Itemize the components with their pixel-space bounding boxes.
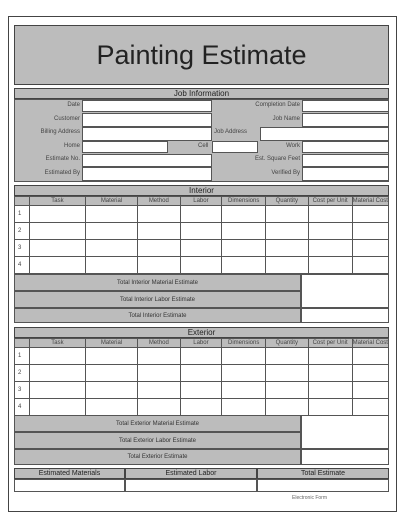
material-cell[interactable]: [85, 399, 137, 416]
cost-per-unit-column-header: Cost per Unit: [308, 339, 352, 348]
cost-per-unit-cell[interactable]: [308, 206, 352, 223]
square-feet-field[interactable]: [302, 154, 389, 167]
exterior-table: [14, 338, 389, 416]
exterior-totals-field[interactable]: [301, 415, 389, 449]
exterior-total-label: Total Exterior Estimate: [14, 449, 301, 465]
table-row: [15, 382, 389, 399]
customer-label: Customer: [53, 116, 80, 122]
dimensions-cell[interactable]: [222, 382, 266, 399]
interior-total-label: Total Interior Estimate: [14, 308, 301, 323]
page-title: Painting Estimate: [14, 25, 389, 85]
job-info-header: Job Information: [14, 88, 389, 99]
square-feet-label: Est. Square Feet: [254, 156, 300, 162]
cell-phone-label: Cell: [198, 143, 209, 149]
labor-column-header: Labor: [180, 339, 222, 348]
completion-date-label: Completion Date: [255, 102, 300, 108]
interior-header: Interior: [14, 185, 389, 196]
quantity-cell[interactable]: [265, 382, 308, 399]
verified-by-label: Verified By: [271, 170, 300, 176]
date-label: Date: [67, 102, 80, 108]
labor-cell[interactable]: [180, 348, 222, 365]
labor-cell[interactable]: [180, 365, 222, 382]
exterior-total-field[interactable]: [301, 449, 389, 465]
task-column-header: Task: [30, 197, 86, 206]
material-cell[interactable]: [85, 365, 137, 382]
dimensions-cell[interactable]: [222, 399, 266, 416]
estimated-by-field[interactable]: [82, 167, 212, 181]
method-cell[interactable]: [138, 223, 180, 240]
table-row: [15, 223, 389, 240]
cell-phone-field[interactable]: [212, 141, 258, 153]
material-cost-cell[interactable]: [352, 223, 388, 240]
row-number: 3: [15, 382, 30, 399]
cost-per-unit-cell[interactable]: [308, 382, 352, 399]
estimated-materials-field[interactable]: [14, 479, 125, 492]
dimensions-cell[interactable]: [222, 206, 266, 223]
billing-address-label: Billing Address: [40, 129, 80, 135]
task-cell[interactable]: [30, 348, 86, 365]
interior-material-total-label: Total Interior Material Estimate: [14, 274, 301, 291]
labor-cell[interactable]: [180, 206, 222, 223]
dimensions-column-header: Dimensions: [222, 197, 266, 206]
cost-per-unit-cell[interactable]: [308, 365, 352, 382]
material-cell[interactable]: [85, 348, 137, 365]
job-address-label: Job Address: [214, 129, 248, 135]
method-cell[interactable]: [138, 206, 180, 223]
job-name-field[interactable]: [302, 113, 389, 127]
row-number: 3: [15, 240, 30, 257]
customer-field[interactable]: [82, 113, 212, 127]
method-cell[interactable]: [138, 399, 180, 416]
estimate-no-field[interactable]: [82, 154, 212, 167]
date-field[interactable]: [82, 100, 212, 112]
dimensions-cell[interactable]: [222, 348, 266, 365]
cost-per-unit-cell[interactable]: [308, 223, 352, 240]
row-number: 2: [15, 365, 30, 382]
row-number: 1: [15, 206, 30, 223]
material-cost-cell[interactable]: [352, 206, 388, 223]
quantity-cell[interactable]: [265, 240, 308, 257]
row-num-header: [15, 339, 30, 348]
estimate-no-label: Estimate No.: [45, 156, 80, 162]
method-column-header: Method: [138, 339, 180, 348]
material-cost-cell[interactable]: [352, 399, 388, 416]
material-cost-cell[interactable]: [352, 240, 388, 257]
total-estimate-header: Total Estimate: [257, 468, 389, 479]
labor-cell[interactable]: [180, 240, 222, 257]
quantity-cell[interactable]: [265, 223, 308, 240]
estimated-materials-header: Estimated Materials: [14, 468, 125, 479]
table-row: [15, 206, 389, 223]
cost-per-unit-column-header: Cost per Unit: [308, 197, 352, 206]
exterior-labor-total-label: Total Exterior Labor Estimate: [14, 432, 301, 449]
material-column-header: Material: [85, 339, 137, 348]
material-column-header: Material: [85, 197, 137, 206]
cost-per-unit-cell[interactable]: [308, 399, 352, 416]
quantity-cell[interactable]: [265, 365, 308, 382]
task-column-header: Task: [30, 339, 86, 348]
task-cell[interactable]: [30, 365, 86, 382]
billing-address-field[interactable]: [82, 127, 212, 141]
labor-cell[interactable]: [180, 223, 222, 240]
labor-cell[interactable]: [180, 399, 222, 416]
task-cell[interactable]: [30, 382, 86, 399]
method-column-header: Method: [138, 197, 180, 206]
quantity-column-header: Quantity: [265, 339, 308, 348]
material-cost-column-header: Material Cost: [352, 197, 388, 204]
material-cost-cell[interactable]: [352, 382, 388, 399]
home-phone-label: Home: [63, 143, 80, 149]
task-cell[interactable]: [30, 399, 86, 416]
completion-date-field[interactable]: [302, 100, 389, 112]
cost-per-unit-cell[interactable]: [308, 257, 352, 274]
material-cell[interactable]: [85, 257, 137, 274]
material-cost-cell[interactable]: [352, 365, 388, 382]
home-phone-field[interactable]: [82, 141, 168, 153]
material-cell[interactable]: [85, 240, 137, 257]
material-cell[interactable]: [85, 223, 137, 240]
table-row: [15, 365, 389, 382]
row-number: 1: [15, 348, 30, 365]
task-cell[interactable]: [30, 257, 86, 274]
method-cell[interactable]: [138, 382, 180, 399]
task-cell[interactable]: [30, 206, 86, 223]
verified-by-field[interactable]: [302, 167, 389, 181]
total-estimate-field[interactable]: [257, 479, 389, 492]
interior-total-field[interactable]: [301, 308, 389, 323]
row-number: 4: [15, 257, 30, 274]
interior-table: [14, 196, 389, 274]
job-address-field[interactable]: [260, 127, 389, 141]
interior-labor-total-label: Total Interior Labor Estimate: [14, 291, 301, 308]
quantity-column-header: Quantity: [265, 197, 308, 206]
estimated-labor-header: Estimated Labor: [125, 468, 257, 479]
interior-totals-field[interactable]: [301, 274, 389, 308]
row-num-header: [15, 197, 30, 206]
material-cell[interactable]: [85, 382, 137, 399]
table-row: [15, 399, 389, 416]
estimated-by-label: Estimated By: [44, 170, 80, 176]
quantity-cell[interactable]: [265, 399, 308, 416]
quantity-cell[interactable]: [265, 206, 308, 223]
table-row: [15, 240, 389, 257]
table-row: [15, 257, 389, 274]
method-cell[interactable]: [138, 365, 180, 382]
quantity-cell[interactable]: [265, 257, 308, 274]
material-cell[interactable]: [85, 206, 137, 223]
labor-cell[interactable]: [180, 257, 222, 274]
labor-column-header: Labor: [180, 197, 222, 206]
task-cell[interactable]: [30, 223, 86, 240]
dimensions-cell[interactable]: [222, 257, 266, 274]
exterior-material-total-label: Total Exterior Material Estimate: [14, 415, 301, 432]
job-name-label: Job Name: [272, 116, 300, 122]
table-row: [15, 348, 389, 365]
quantity-cell[interactable]: [265, 348, 308, 365]
material-cost-column-header: Material Cost: [352, 339, 388, 346]
method-cell[interactable]: [138, 348, 180, 365]
dimensions-column-header: Dimensions: [222, 339, 266, 348]
material-cost-cell[interactable]: [352, 348, 388, 365]
work-phone-label: Work: [286, 143, 300, 149]
dimensions-cell[interactable]: [222, 223, 266, 240]
dimensions-cell[interactable]: [222, 365, 266, 382]
dimensions-cell[interactable]: [222, 240, 266, 257]
cost-per-unit-cell[interactable]: [308, 240, 352, 257]
estimated-labor-field[interactable]: [125, 479, 257, 492]
cost-per-unit-cell[interactable]: [308, 348, 352, 365]
material-cost-cell[interactable]: [352, 257, 388, 274]
method-cell[interactable]: [138, 240, 180, 257]
labor-cell[interactable]: [180, 382, 222, 399]
row-number: 2: [15, 223, 30, 240]
row-number: 4: [15, 399, 30, 416]
task-cell[interactable]: [30, 240, 86, 257]
method-cell[interactable]: [138, 257, 180, 274]
footer-text: Electronic Form: [292, 495, 328, 501]
work-phone-field[interactable]: [302, 141, 389, 153]
exterior-header: Exterior: [14, 327, 389, 338]
